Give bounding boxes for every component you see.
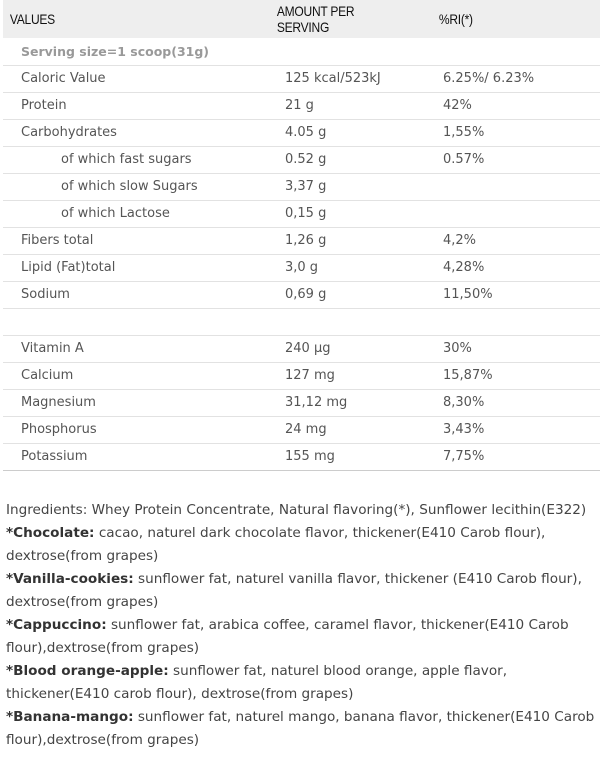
nutrient-ri: 15,87%	[443, 368, 493, 383]
serving-size-label: Serving size=1 scoop(31g)	[21, 43, 210, 59]
nutrient-amount: 1,26 g	[285, 233, 327, 248]
flavor-item	[6, 706, 600, 752]
nutrient-amount: 240 µg	[285, 341, 331, 356]
flavor-item	[6, 568, 600, 614]
nutrient-row	[3, 92, 600, 119]
nutrient-name: Caloric Value	[21, 71, 106, 86]
flavor-name: *Banana-mango:	[6, 709, 134, 725]
nutrient-name: Lipid (Fat)total	[21, 260, 116, 275]
nutrient-name: Carbohydrates	[21, 125, 117, 140]
serving-size-row	[3, 38, 600, 65]
nutrient-row	[3, 65, 600, 92]
nutrition-table	[3, 0, 600, 471]
nutrient-amount: 4.05 g	[285, 125, 327, 140]
nutrient-name: Calcium	[21, 368, 74, 383]
table-header-row	[3, 0, 600, 38]
ingredients-intro: Ingredients: Whey Protein Concentrate, Natural flavoring(*), Sunflower lecithin(E322)	[6, 502, 587, 518]
spacer-cell	[3, 308, 600, 335]
nutrient-name: of which slow Sugars	[61, 179, 198, 194]
nutrient-ri: 1,55%	[443, 125, 485, 140]
nutrient-row	[3, 119, 600, 146]
flavor-item	[6, 614, 600, 660]
nutrient-ri: 8,30%	[443, 395, 485, 410]
flavor-description: sunflower fat, arabica coffee, caramel flavor, thickener(E410 Carob flour),dextrose(from grapes)	[6, 617, 569, 656]
nutrient-ri: 42%	[443, 98, 472, 113]
nutrient-name: Fibers total	[21, 233, 94, 248]
nutrient-name: Sodium	[21, 287, 70, 302]
header-amount: AMOUNT PER SERVING	[276, 3, 355, 35]
flavor-item	[6, 522, 600, 568]
nutrient-amount: 0,15 g	[285, 206, 327, 221]
header-ri: %RI(*)	[438, 11, 473, 27]
flavor-description: sunflower fat, naturel blood orange, apple flavor, thickener(E410 carob flour), dextrose(from grapes)	[6, 663, 508, 702]
flavor-name: *Cappuccino:	[6, 617, 107, 633]
nutrient-amount: 155 mg	[285, 449, 335, 464]
nutrient-name: Vitamin A	[21, 341, 84, 356]
flavor-name: *Chocolate:	[6, 525, 95, 541]
nutrient-amount: 24 mg	[285, 422, 327, 437]
nutrient-amount: 0.52 g	[285, 152, 327, 167]
flavor-description: sunflower fat, naturel vanilla flavor, thickener (E410 Carob flour), dextrose(from grapes)	[6, 571, 582, 610]
nutrient-row	[3, 335, 600, 362]
flavor-name: *Blood orange-apple:	[6, 663, 169, 679]
nutrient-name: Protein	[21, 98, 67, 113]
nutrient-row	[3, 443, 600, 470]
nutrient-ri: 0.57%	[443, 152, 485, 167]
nutrient-row	[3, 416, 600, 443]
nutrient-name: of which fast sugars	[61, 152, 192, 167]
nutrient-ri: 4,28%	[443, 260, 485, 275]
nutrient-name: of which Lactose	[61, 206, 170, 221]
nutrient-ri	[432, 200, 600, 227]
flavor-list	[6, 522, 600, 752]
nutrient-name: Potassium	[21, 449, 88, 464]
flavor-item	[6, 660, 600, 706]
nutrient-amount: 125 kcal/523kJ	[285, 71, 381, 86]
nutrient-name: Phosphorus	[21, 422, 97, 437]
nutrient-ri: 3,43%	[443, 422, 485, 437]
nutrient-row	[3, 227, 600, 254]
flavor-description: cacao, naturel dark chocolate flavor, thickener(E410 Carob flour), dextrose(from grapes)	[6, 525, 546, 564]
nutrient-row	[3, 254, 600, 281]
nutrient-ri: 6.25%/ 6.23%	[443, 71, 535, 86]
nutrient-amount: 31,12 mg	[285, 395, 348, 410]
nutrient-row	[3, 281, 600, 308]
flavor-description: sunflower fat, naturel mango, banana flavor, thickener(E410 Carob flour),dextrose(from grapes)	[6, 709, 595, 748]
nutrient-amount: 3,0 g	[285, 260, 319, 275]
nutrient-amount: 21 g	[285, 98, 314, 113]
nutrient-ri: 11,50%	[443, 287, 493, 302]
nutrient-row	[3, 389, 600, 416]
ingredients-section	[6, 499, 600, 752]
nutrient-amount: 3,37 g	[285, 179, 327, 194]
nutrient-amount: 0,69 g	[285, 287, 327, 302]
nutrient-amount: 127 mg	[285, 368, 335, 383]
nutrient-name: Magnesium	[21, 395, 96, 410]
nutrient-row	[3, 200, 600, 227]
nutrient-ri: 30%	[443, 341, 472, 356]
nutrient-row	[3, 362, 600, 389]
flavor-name: *Vanilla-cookies:	[6, 571, 134, 587]
nutrient-row	[3, 146, 600, 173]
nutrient-ri	[432, 173, 600, 200]
header-values: VALUES	[9, 11, 55, 27]
nutrient-ri: 7,75%	[443, 449, 485, 464]
table-spacer-row	[3, 308, 600, 335]
nutrient-ri: 4,2%	[443, 233, 477, 248]
nutrient-row	[3, 173, 600, 200]
